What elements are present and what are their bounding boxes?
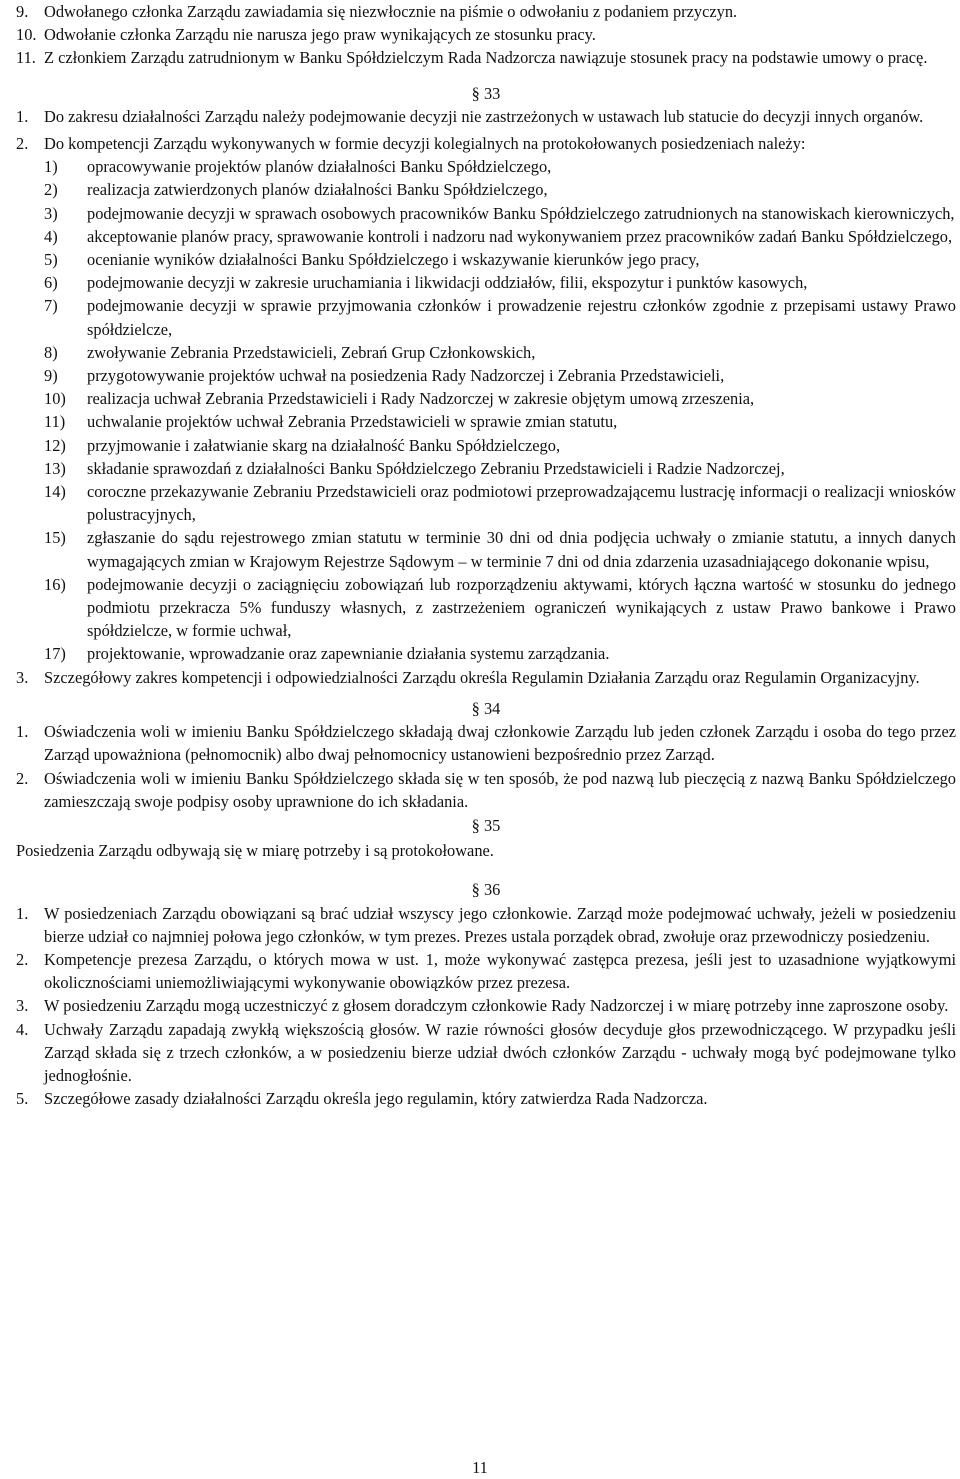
section-36-paragraph-3: 3. W posiedzeniu Zarządu mogą uczestniczyć z głosem doradczym członkowie Rady Nadzorczej i w miarę potrzeby inne zaproszone osoby. bbox=[16, 996, 949, 1016]
section-36-paragraph-4: 4. Uchwały Zarządu zapadają zwykłą większością głosów. W razie równości głosów decyduje głos przewodniczącego. W przypadku jeśli Zarząd składa się z trzech członków, a w posiedzeniu bierze udział dwóch członków Zarządu - uchwały mogą być podejmowane tylko jednogłośnie. bbox=[16, 1019, 956, 1085]
list-item: 3) podejmowanie decyzji w sprawach osobowych pracowników Banku Spółdzielczego zatrudnionych na stanowiskach kierowniczych, bbox=[44, 203, 955, 223]
list-item: 16) podejmowanie decyzji o zaciągnięciu zobowiązań lub rozporządzeniu aktywami, których łączna wartość w stosunku do jednego podmiotu przekracza 5% funduszy własnych, z zastrzeżeniem ograniczeń wynikających z ustaw Prawo bankowe i Prawo spółdzielcze, w formie uchwał, bbox=[44, 574, 956, 641]
section-heading-34: § 34 bbox=[471, 698, 501, 718]
paragraph-9: 9. Odwołanego członka Zarządu zawiadamia się niezwłocznie na piśmie o odwołaniu z podaniem przyczyn. bbox=[16, 2, 738, 21]
section-36-paragraph-5: 5. Szczegółowe zasady działalności Zarządu określa jego regulamin, który zatwierdza Rada Nadzorcza. bbox=[16, 1089, 708, 1109]
document-page bbox=[16, 0, 956, 1110]
section-34-paragraph-2: 2. Oświadczenia woli w imieniu Banku Spółdzielczego składa się w ten sposób, że pod nazwą lub pieczęcią z nazwą Banku Spółdzielczego zamieszczają swoje podpisy osoby uprawnione do ich składania. bbox=[16, 768, 956, 811]
section-heading-33: § 33 bbox=[471, 83, 501, 103]
section-33-paragraph-2: 2. Do kompetencji Zarządu wykonywanych w formie decyzji kolegialnych na protokołowanych posiedzeniach należy: bbox=[16, 134, 806, 154]
list-item: 10) realizacja uchwał Zebrania Przedstawicieli i Rady Nadzorczej w zakresie objętym umową zrzeszenia, bbox=[44, 389, 755, 409]
paragraph-11: 11. Z członkiem Zarządu zatrudnionym w Banku Spółdzielczym Rada Nadzorcza nawiązuje stosunek pracy na podstawie umowy o pracę. bbox=[16, 48, 928, 68]
section-35-text: Posiedzenia Zarządu odbywają się w miarę potrzeby i są protokołowane. bbox=[16, 841, 494, 861]
list-item: 6) podejmowanie decyzji w zakresie uruchamiania i likwidacji oddziałów, filii, ekspozytur i punktów kasowych, bbox=[44, 273, 808, 293]
list-item: 7) podejmowanie decyzji w sprawie przyjmowania członków i prowadzenie rejestru członków zgodnie z przepisami ustawy Prawo spółdzielcze, bbox=[44, 296, 956, 339]
page-number: 11 bbox=[472, 1458, 488, 1477]
list-item: 9) przygotowywanie projektów uchwał na posiedzenia Rady Nadzorczej i Zebrania Przedstawicieli, bbox=[44, 366, 725, 386]
list-item: 8) zwoływanie Zebrania Przedstawicieli, Zebrań Grup Członkowskich, bbox=[44, 342, 536, 362]
section-heading-36: § 36 bbox=[471, 880, 501, 900]
paragraph-10: 10. Odwołanie członka Zarządu nie narusza jego praw wynikających ze stosunku pracy. bbox=[16, 25, 596, 45]
section-heading-35: § 35 bbox=[471, 815, 501, 835]
list-item: 11) uchwalanie projektów uchwał Zebrania Przedstawicieli w sprawie zmian statutu, bbox=[44, 412, 618, 432]
section-36-paragraph-1: 1. W posiedzeniach Zarządu obowiązani są brać udział wszyscy jego członkowie. Zarząd może podejmować uchwały, jeżeli w posiedzeniu bierze udział co najmniej połowa jego członków, w tym prezes. Prezes ustala porządek obrad, zwołuje oraz przewodniczy posiedzeniu. bbox=[16, 903, 956, 946]
list-item: 12) przyjmowanie i załatwianie skarg na działalność Banku Spółdzielczego, bbox=[44, 435, 561, 455]
section-33-paragraph-3: 3. Szczegółowy zakres kompetencji i odpowiedzialności Zarządu określa Regulamin Działania Zarządu oraz Regulamin Organizacyjny. bbox=[16, 667, 920, 687]
list-item: 14) coroczne przekazywanie Zebraniu Przedstawicieli oraz podmiotowi przeprowadzającemu lustrację informacji o realizacji wniosków polustracyjnych, bbox=[44, 482, 956, 525]
list-item: 5) ocenianie wyników działalności Banku Spółdzielczego i wskazywanie kierunków jego pracy, bbox=[44, 250, 700, 270]
list-item: 1) opracowywanie projektów planów działalności Banku Spółdzielczego, bbox=[44, 157, 552, 177]
list-item: 13) składanie sprawozdań z działalności Banku Spółdzielczego Zebraniu Przedstawicieli i Radzie Nadzorczej, bbox=[44, 458, 785, 478]
list-item: 2) realizacja zatwierdzonych planów działalności Banku Spółdzielczego, bbox=[44, 180, 548, 200]
list-item: 17) projektowanie, wprowadzanie oraz zapewnianie działania systemu zarządzania. bbox=[44, 644, 610, 664]
list-item: 15) zgłaszanie do sądu rejestrowego zmian statutu w terminie 30 dni od dnia podjęcia uchwały o zmianie statutu, a innych danych wymagających zmian w Krajowym Rejestrze Sądowym – w terminie 7 dni od dnia zdarzenia uzasadniającego dokonanie wpisu, bbox=[44, 528, 956, 571]
list-item: 4) akceptowanie planów pracy, sprawowanie kontroli i nadzoru nad wykonywaniem przez pracowników zadań Banku Spółdzielczego, bbox=[44, 226, 953, 246]
section-33-paragraph-1: 1. Do zakresu działalności Zarządu należy podejmowanie decyzji nie zastrzeżonych w ustawach lub statucie do decyzji innych organów. bbox=[16, 106, 924, 126]
section-34-paragraph-1: 1. Oświadczenia woli w imieniu Banku Spółdzielczego składają dwaj członkowie Zarządu lub jeden członek Zarządu i osoba do tego przez Zarząd upoważniona (pełnomocnik) albo dwaj pełnomocnicy ustanowieni bezpośrednio przez Zarząd. bbox=[16, 722, 956, 765]
section-36-paragraph-2: 2. Kompetencje prezesa Zarządu, o których mowa w ust. 1, może wykonywać zastępca prezesa, jeśli jest to uzasadnione wyjątkowymi okolicznościami uniemożliwiającymi wykonywanie obowiązków przez prezesa. bbox=[16, 949, 956, 993]
